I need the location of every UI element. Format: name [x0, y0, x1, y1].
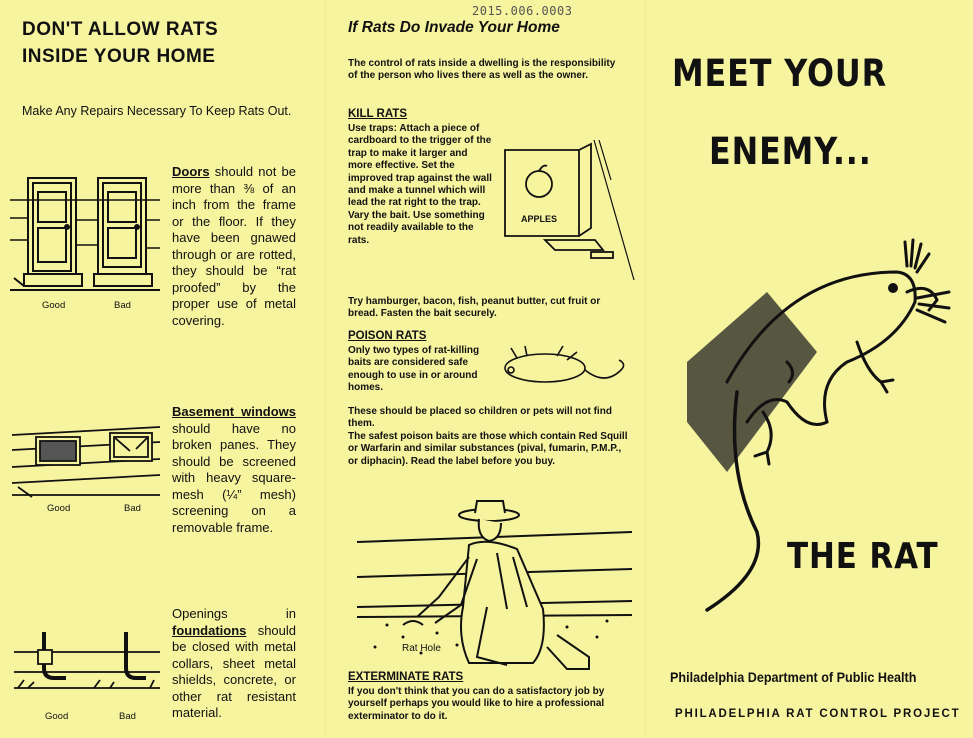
dead-rat-illustration — [497, 340, 629, 395]
foundations-pre: Openings in — [172, 606, 296, 621]
cover-title-line1: MEET YOUR — [672, 52, 887, 95]
apples-box-label: APPLES — [521, 214, 558, 224]
doors-term: Doors — [172, 164, 210, 179]
doors-illustration — [10, 170, 160, 300]
kill-rats-heading: KILL RATS — [348, 108, 407, 120]
kill-rats-text: Use traps: Attach a piece of cardboard to the trigger of the trap to make it larger and more effective. Set the improved trap against the wall and make a tunnel which will lead the rat right to the trap. Vary the bait. Use something not readily available to the rats. — [348, 123, 492, 246]
middle-intro: The control of rats inside a dwelling is the responsibility of the person who lives there as well as the owner. — [348, 58, 616, 82]
project-name: PHILADELPHIA RAT CONTROL PROJECT — [675, 708, 961, 720]
windows-good-caption: Good — [47, 503, 71, 514]
man-at-rat-hole-illustration — [357, 497, 632, 679]
windows-body: should have no broken panes. They should be screened with heavy square-mesh (¼” mesh) screening on a removable frame. — [172, 420, 296, 535]
left-intro: Make Any Repairs Necessary To Keep Rats Out. — [22, 104, 292, 118]
exterminate-heading: EXTERMINATE RATS — [348, 671, 464, 683]
cover-panel — [645, 0, 973, 738]
exterminate-text: If you don't think that you can do a satisfactory job by yourself perhaps you would like to hire a professional exterminator to do it. — [348, 686, 605, 722]
rat-hole-label: Rat Hole — [402, 643, 441, 654]
poison-rats-placement: These should be placed so children or pets will not find them. — [348, 406, 612, 430]
cover-title-line2: ENEMY... — [709, 130, 872, 173]
foundations-term: foundations — [172, 622, 247, 638]
foundations-bad-caption: Bad — [119, 711, 136, 722]
cover-subtitle: THE RAT — [787, 536, 939, 577]
left-panel — [0, 0, 325, 738]
foundations-good-caption: Good — [45, 711, 69, 722]
kill-rats-baits: Try hamburger, bacon, fish, peanut butter, cut fruit or bread. Fasten the bait securely. — [348, 296, 601, 320]
rat-trap-illustration — [499, 140, 634, 280]
basement-windows-illustration — [12, 425, 160, 505]
doors-good-caption: Good — [42, 300, 66, 311]
foundations-illustration — [14, 632, 160, 702]
catalog-number: 2015.006.0003 — [472, 4, 573, 18]
windows-text — [172, 404, 296, 536]
doors-body: should not be more than ⅜ of an inch from the frame or the floor. If they have been gnawed through or are rotted, they should be “rat proofed” by the proper use of metal covering. — [172, 164, 296, 328]
left-title-line2: INSIDE YOUR HOME — [22, 46, 216, 67]
poison-rats-baits: The safest poison baits are those which contain Red Squill or Warfarin and similar substances (pival, fumarin, P.M.P., or diphacin). Read the label before you buy. — [348, 431, 628, 467]
windows-term: Basement windows — [172, 404, 296, 419]
windows-bad-caption: Bad — [124, 503, 141, 514]
doors-text — [172, 164, 296, 329]
left-title-line1: DON'T ALLOW RATS — [22, 19, 219, 40]
org-name: Philadelphia Department of Public Health — [670, 669, 917, 685]
middle-panel — [325, 0, 645, 738]
doors-bad-caption: Bad — [114, 300, 131, 311]
foundations-body: should be closed with metal collars, sheet metal shields, concrete, or other rat resistant material. — [172, 622, 296, 720]
poison-rats-heading: POISON RATS — [348, 330, 427, 342]
poison-rats-text: Only two types of rat-killing baits are considered safe enough to use in or around homes. — [348, 345, 480, 394]
foundations-text — [172, 606, 296, 722]
middle-title: If Rats Do Invade Your Home — [348, 19, 560, 36]
